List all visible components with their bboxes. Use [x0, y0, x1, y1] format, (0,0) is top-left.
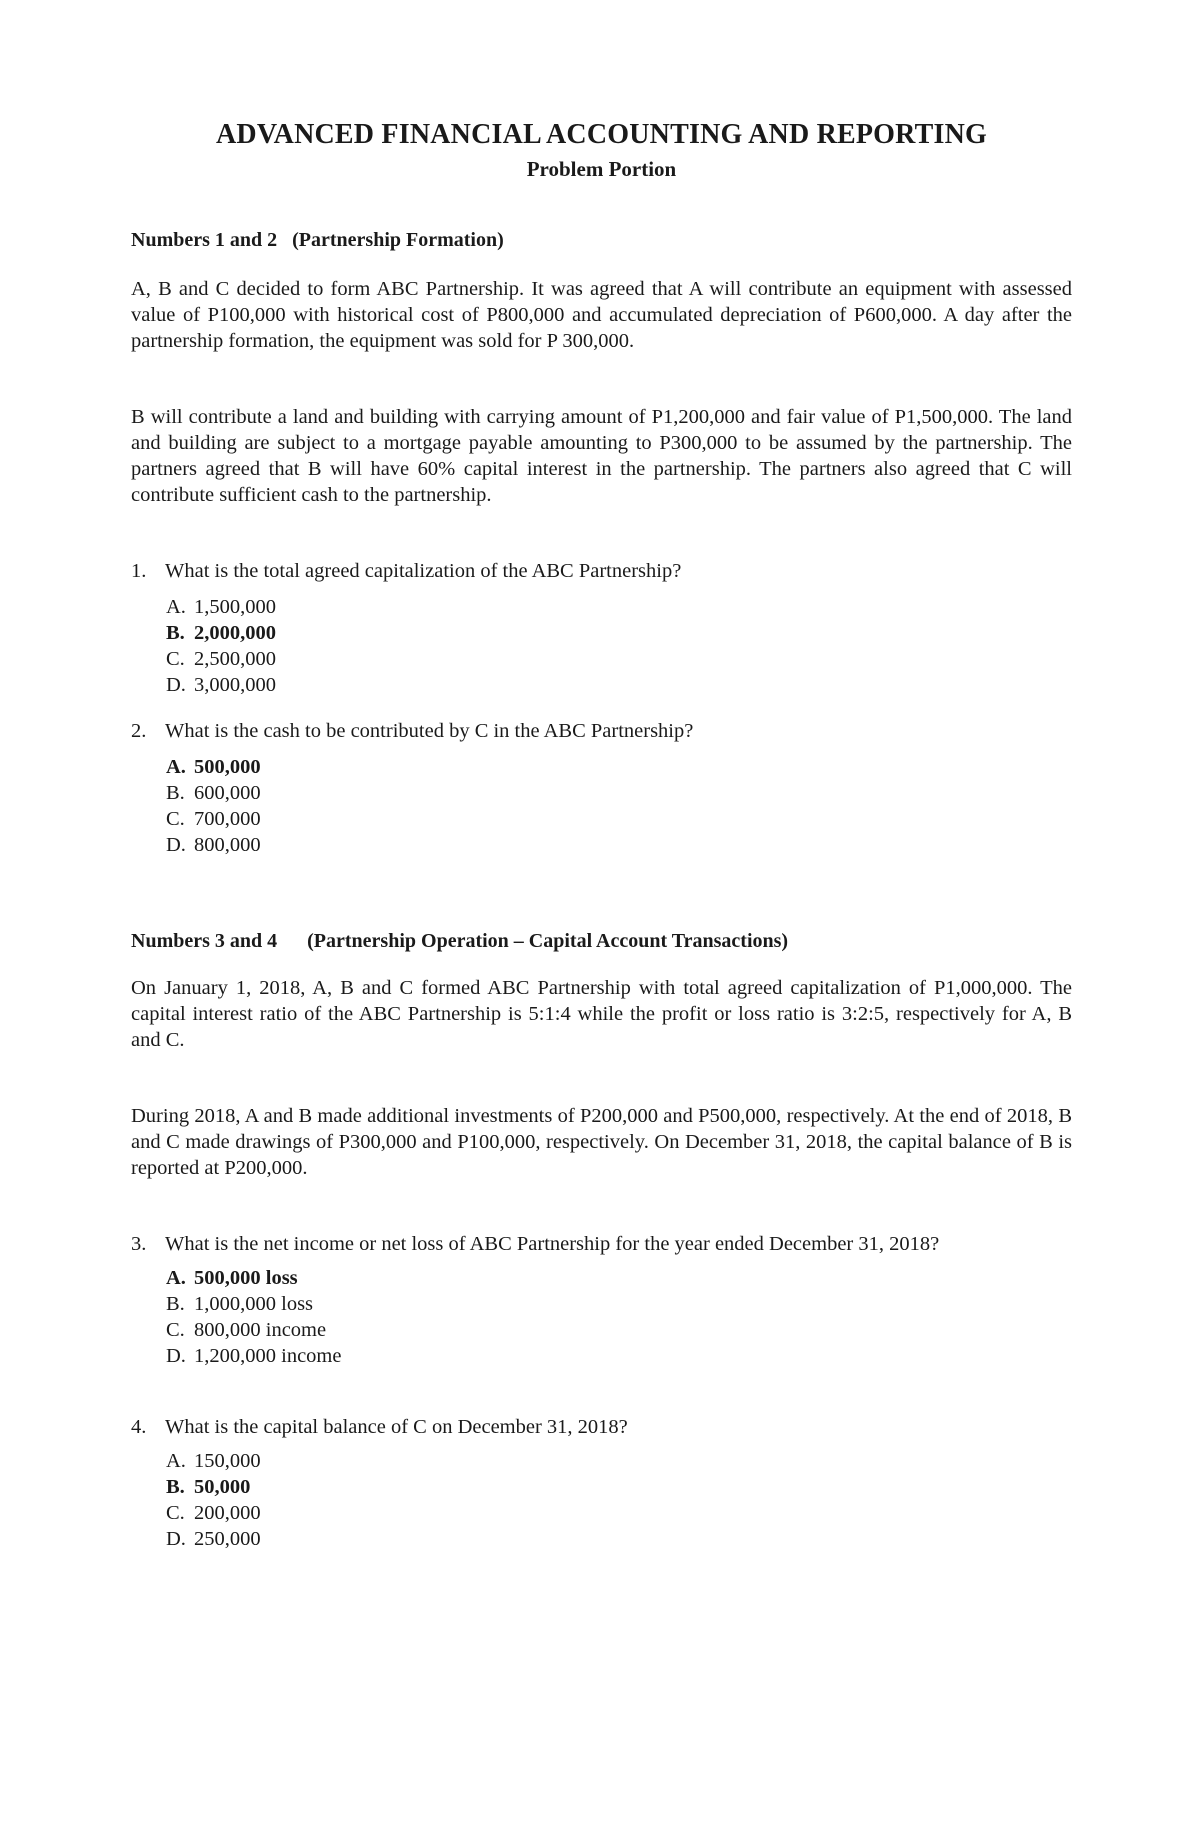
option-text: 800,000 income: [194, 1319, 327, 1341]
answer-option: [166, 832, 1072, 858]
question-text: What is the net income or net loss of ABC Partnership for the year ended December 31, 2018?: [165, 1233, 940, 1255]
section-heading: [131, 227, 1072, 253]
question: [131, 718, 1072, 744]
option-text: 1,000,000 loss: [194, 1293, 314, 1315]
question: [131, 558, 1072, 584]
answer-option: [166, 1526, 1072, 1552]
option-letter: B.: [166, 622, 185, 644]
question: [131, 1414, 1072, 1440]
answer-options: [131, 1448, 1072, 1552]
problem-paragraph: A, B and C decided to form ABC Partnership. It was agreed that A will contribute an equipment with assessed value of P100,000 with historical cost of P800,000 and accumulated depreciation of P600,000. A day after the partnership formation, the equipment was sold for P 300,000.: [131, 278, 1072, 352]
option-text: 2,500,000: [194, 648, 276, 670]
answer-option: [166, 1291, 1072, 1317]
option-text: 250,000: [194, 1528, 261, 1550]
option-text: 200,000: [194, 1502, 261, 1524]
option-letter: B.: [166, 1293, 185, 1315]
option-letter: C.: [166, 808, 185, 830]
section-heading: [131, 928, 1072, 954]
answer-option: [166, 1317, 1072, 1343]
answer-option: [166, 806, 1072, 832]
answer-options: [131, 754, 1072, 858]
answer-option: [166, 1500, 1072, 1526]
option-text: 50,000: [194, 1476, 251, 1498]
answer-option: [166, 646, 1072, 672]
question-text: What is the cash to be contributed by C in the ABC Partnership?: [165, 720, 694, 742]
option-letter: C.: [166, 648, 185, 670]
answer-option: [166, 1343, 1072, 1369]
answer-option-correct: [166, 1474, 1072, 1500]
section-topic: (Partnership Operation – Capital Account Transactions): [307, 930, 789, 952]
option-letter: A.: [166, 1450, 186, 1472]
option-letter: C.: [166, 1502, 185, 1524]
answer-option-correct: [166, 1265, 1072, 1291]
option-text: 600,000: [194, 782, 261, 804]
question-number: 1.: [131, 560, 147, 582]
option-text: 500,000 loss: [194, 1267, 298, 1289]
answer-option-correct: [166, 754, 1072, 780]
question-text: What is the capital balance of C on December 31, 2018?: [165, 1416, 628, 1438]
option-text: 2,000,000: [194, 622, 276, 644]
option-letter: B.: [166, 1476, 185, 1498]
option-text: 150,000: [194, 1450, 261, 1472]
section-numbers: Numbers 1 and 2: [131, 229, 278, 251]
problem-paragraph: On January 1, 2018, A, B and C formed ABC Partnership with total agreed capitalization of P1,000,000. The capital interest ratio of the ABC Partnership is 5:1:4 while the profit or loss ratio is 3:2:5, respectively for A, B and C.: [131, 977, 1072, 1051]
question-number: 4.: [131, 1416, 147, 1438]
option-letter: A.: [166, 596, 186, 618]
question-text: What is the total agreed capitalization of the ABC Partnership?: [165, 560, 682, 582]
option-letter: B.: [166, 782, 185, 804]
problem-paragraph: During 2018, A and B made additional investments of P200,000 and P500,000, respectively. At the end of 2018, B and C made drawings of P300,000 and P100,000, respectively. On December 31, 2018, the capital balance of B is reported at P200,000.: [131, 1105, 1072, 1179]
answer-option-correct: [166, 620, 1072, 646]
answer-option: [166, 672, 1072, 698]
option-letter: C.: [166, 1319, 185, 1341]
option-letter: A.: [166, 756, 186, 778]
answer-options: [131, 594, 1072, 698]
option-letter: D.: [166, 674, 186, 696]
answer-option: [166, 1448, 1072, 1474]
answer-option: [166, 780, 1072, 806]
question: [131, 1231, 1072, 1257]
document-title: ADVANCED FINANCIAL ACCOUNTING AND REPORTING: [216, 119, 987, 150]
document-subtitle: Problem Portion: [526, 157, 677, 181]
section-topic: (Partnership Formation): [292, 229, 504, 251]
option-letter: A.: [166, 1267, 186, 1289]
option-text: 800,000: [194, 834, 261, 856]
question-number: 3.: [131, 1233, 147, 1255]
option-text: 700,000: [194, 808, 261, 830]
option-letter: D.: [166, 834, 186, 856]
answer-options: [131, 1265, 1072, 1369]
option-text: 500,000: [194, 756, 261, 778]
option-text: 1,200,000 income: [194, 1345, 342, 1367]
option-letter: D.: [166, 1345, 186, 1367]
option-text: 3,000,000: [194, 674, 276, 696]
section-numbers: Numbers 3 and 4: [131, 930, 278, 952]
question-number: 2.: [131, 720, 147, 742]
answer-option: [166, 594, 1072, 620]
option-text: 1,500,000: [194, 596, 276, 618]
problem-paragraph: B will contribute a land and building with carrying amount of P1,200,000 and fair value of P1,500,000. The land and building are subject to a mortgage payable amounting to P300,000 to be assumed by the partnership. The partners agreed that B will have 60% capital interest in the partnership. The partners also agreed that C will contribute sufficient cash to the partnership.: [131, 406, 1072, 506]
option-letter: D.: [166, 1528, 186, 1550]
